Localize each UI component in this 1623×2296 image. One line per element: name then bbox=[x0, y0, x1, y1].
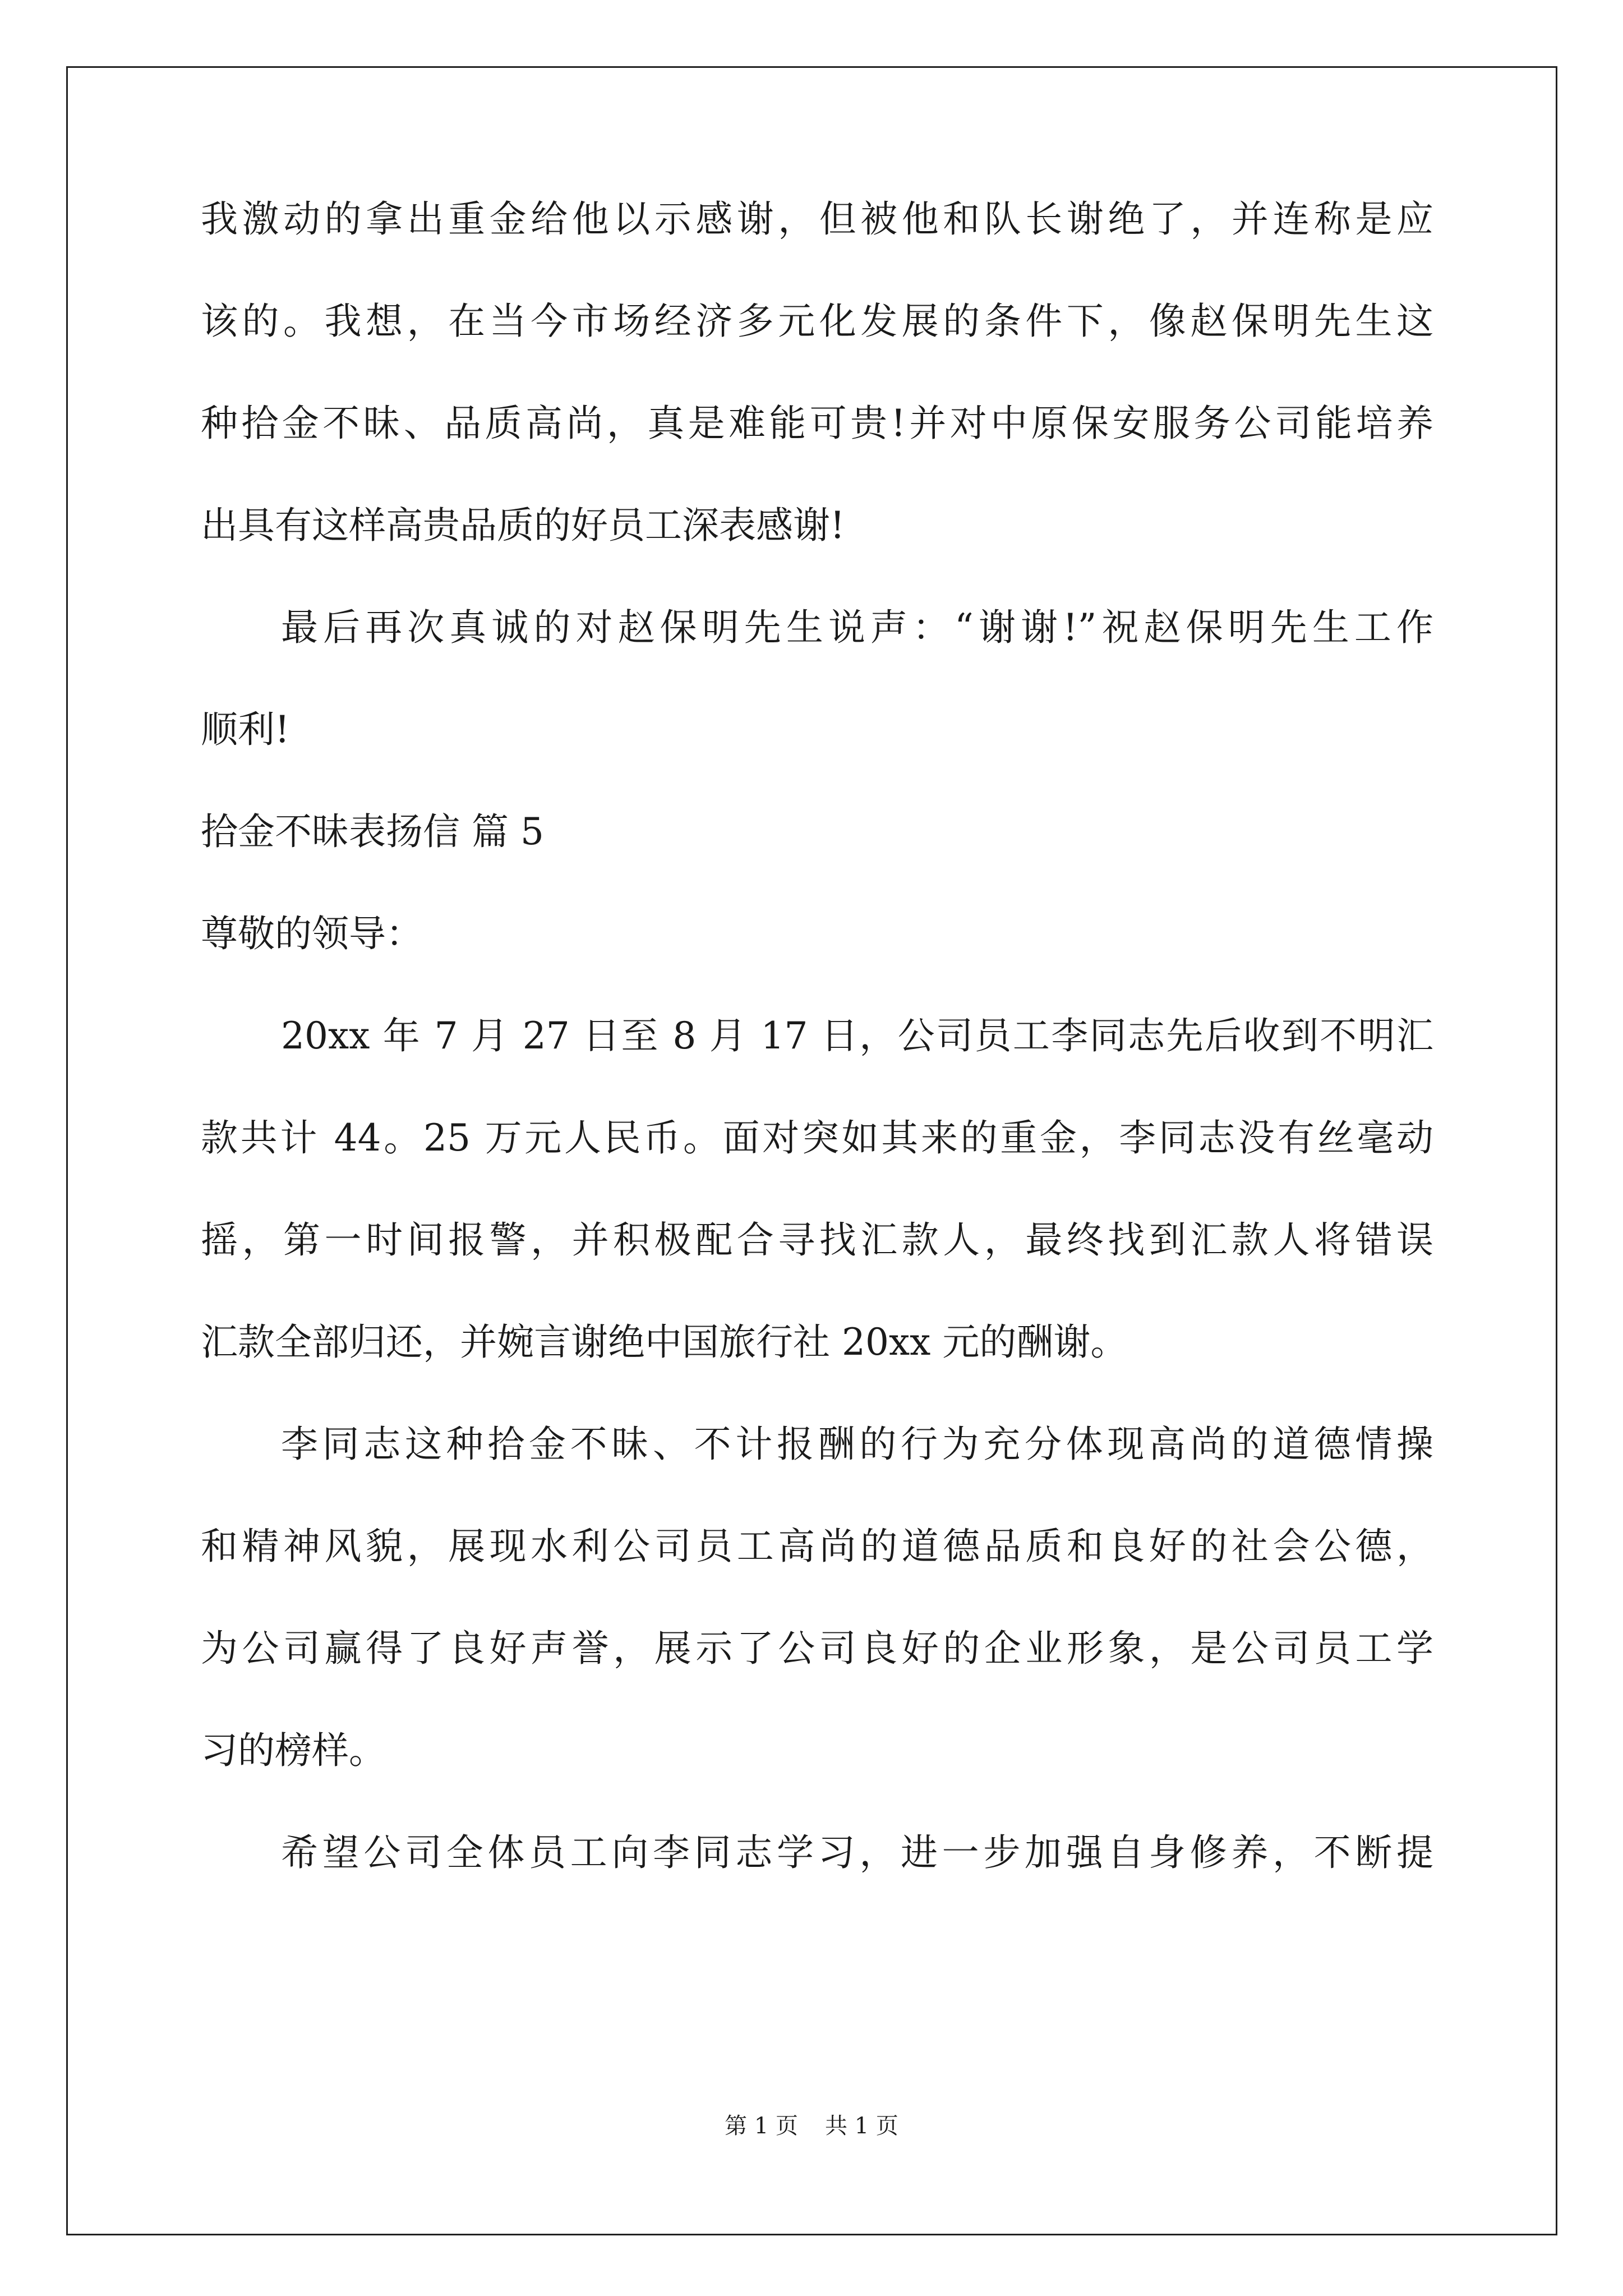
text-line-9: 20xx 年 7 月 27 日至 8 月 17 日，公司员工李同志先后收到不明汇 bbox=[281, 1014, 1433, 1057]
section-heading: 拾金不昧表扬信 篇 5 bbox=[201, 810, 544, 853]
salutation: 尊敬的领导： bbox=[201, 912, 423, 955]
text-line-16: 习的榜样。 bbox=[201, 1729, 386, 1772]
text-line-11: 摇，第一时间报警，并积极配合寻找汇款人，最终找到汇款人将错误 bbox=[201, 1218, 1433, 1262]
text-line-13: 李同志这种拾金不昧、不计报酬的行为充分体现高尚的道德情操 bbox=[281, 1423, 1433, 1466]
text-line-1: 我激动的拿出重金给他以示感谢，但被他和队长谢绝了，并连称是应 bbox=[201, 197, 1433, 241]
page-number-current: 第 1 页 bbox=[725, 2113, 798, 2139]
text-line-4: 出具有这样高贵品质的好员工深表感谢! bbox=[201, 504, 845, 547]
text-line-6: 顺利! bbox=[201, 708, 290, 751]
text-line-5: 最后再次真诚的对赵保明先生说声：“谢谢!”祝赵保明先生工作 bbox=[281, 606, 1433, 649]
text-line-17: 希望公司全体员工向李同志学习，进一步加强自身修养，不断提 bbox=[281, 1831, 1433, 1874]
page-number-total: 共 1 页 bbox=[825, 2113, 898, 2139]
text-line-2: 该的。我想，在当今市场经济多元化发展的条件下，像赵保明先生这 bbox=[201, 300, 1433, 343]
text-line-14: 和精神风貌，展现水利公司员工高尚的道德品质和良好的社会公德， bbox=[201, 1525, 1433, 1568]
text-line-12: 汇款全部归还，并婉言谢绝中国旅行社 20xx 元的酬谢。 bbox=[201, 1320, 1128, 1364]
page-footer bbox=[0, 2108, 1623, 2140]
text-line-3: 种拾金不昧、品质高尚，真是难能可贵!并对中原保安服务公司能培养 bbox=[201, 402, 1433, 445]
text-line-10: 款共计 44。25 万元人民币。面对突如其来的重金，李同志没有丝毫动 bbox=[201, 1116, 1433, 1159]
text-line-15: 为公司赢得了良好声誉，展示了公司良好的企业形象，是公司员工学 bbox=[201, 1627, 1433, 1670]
document-body bbox=[201, 168, 1433, 1904]
